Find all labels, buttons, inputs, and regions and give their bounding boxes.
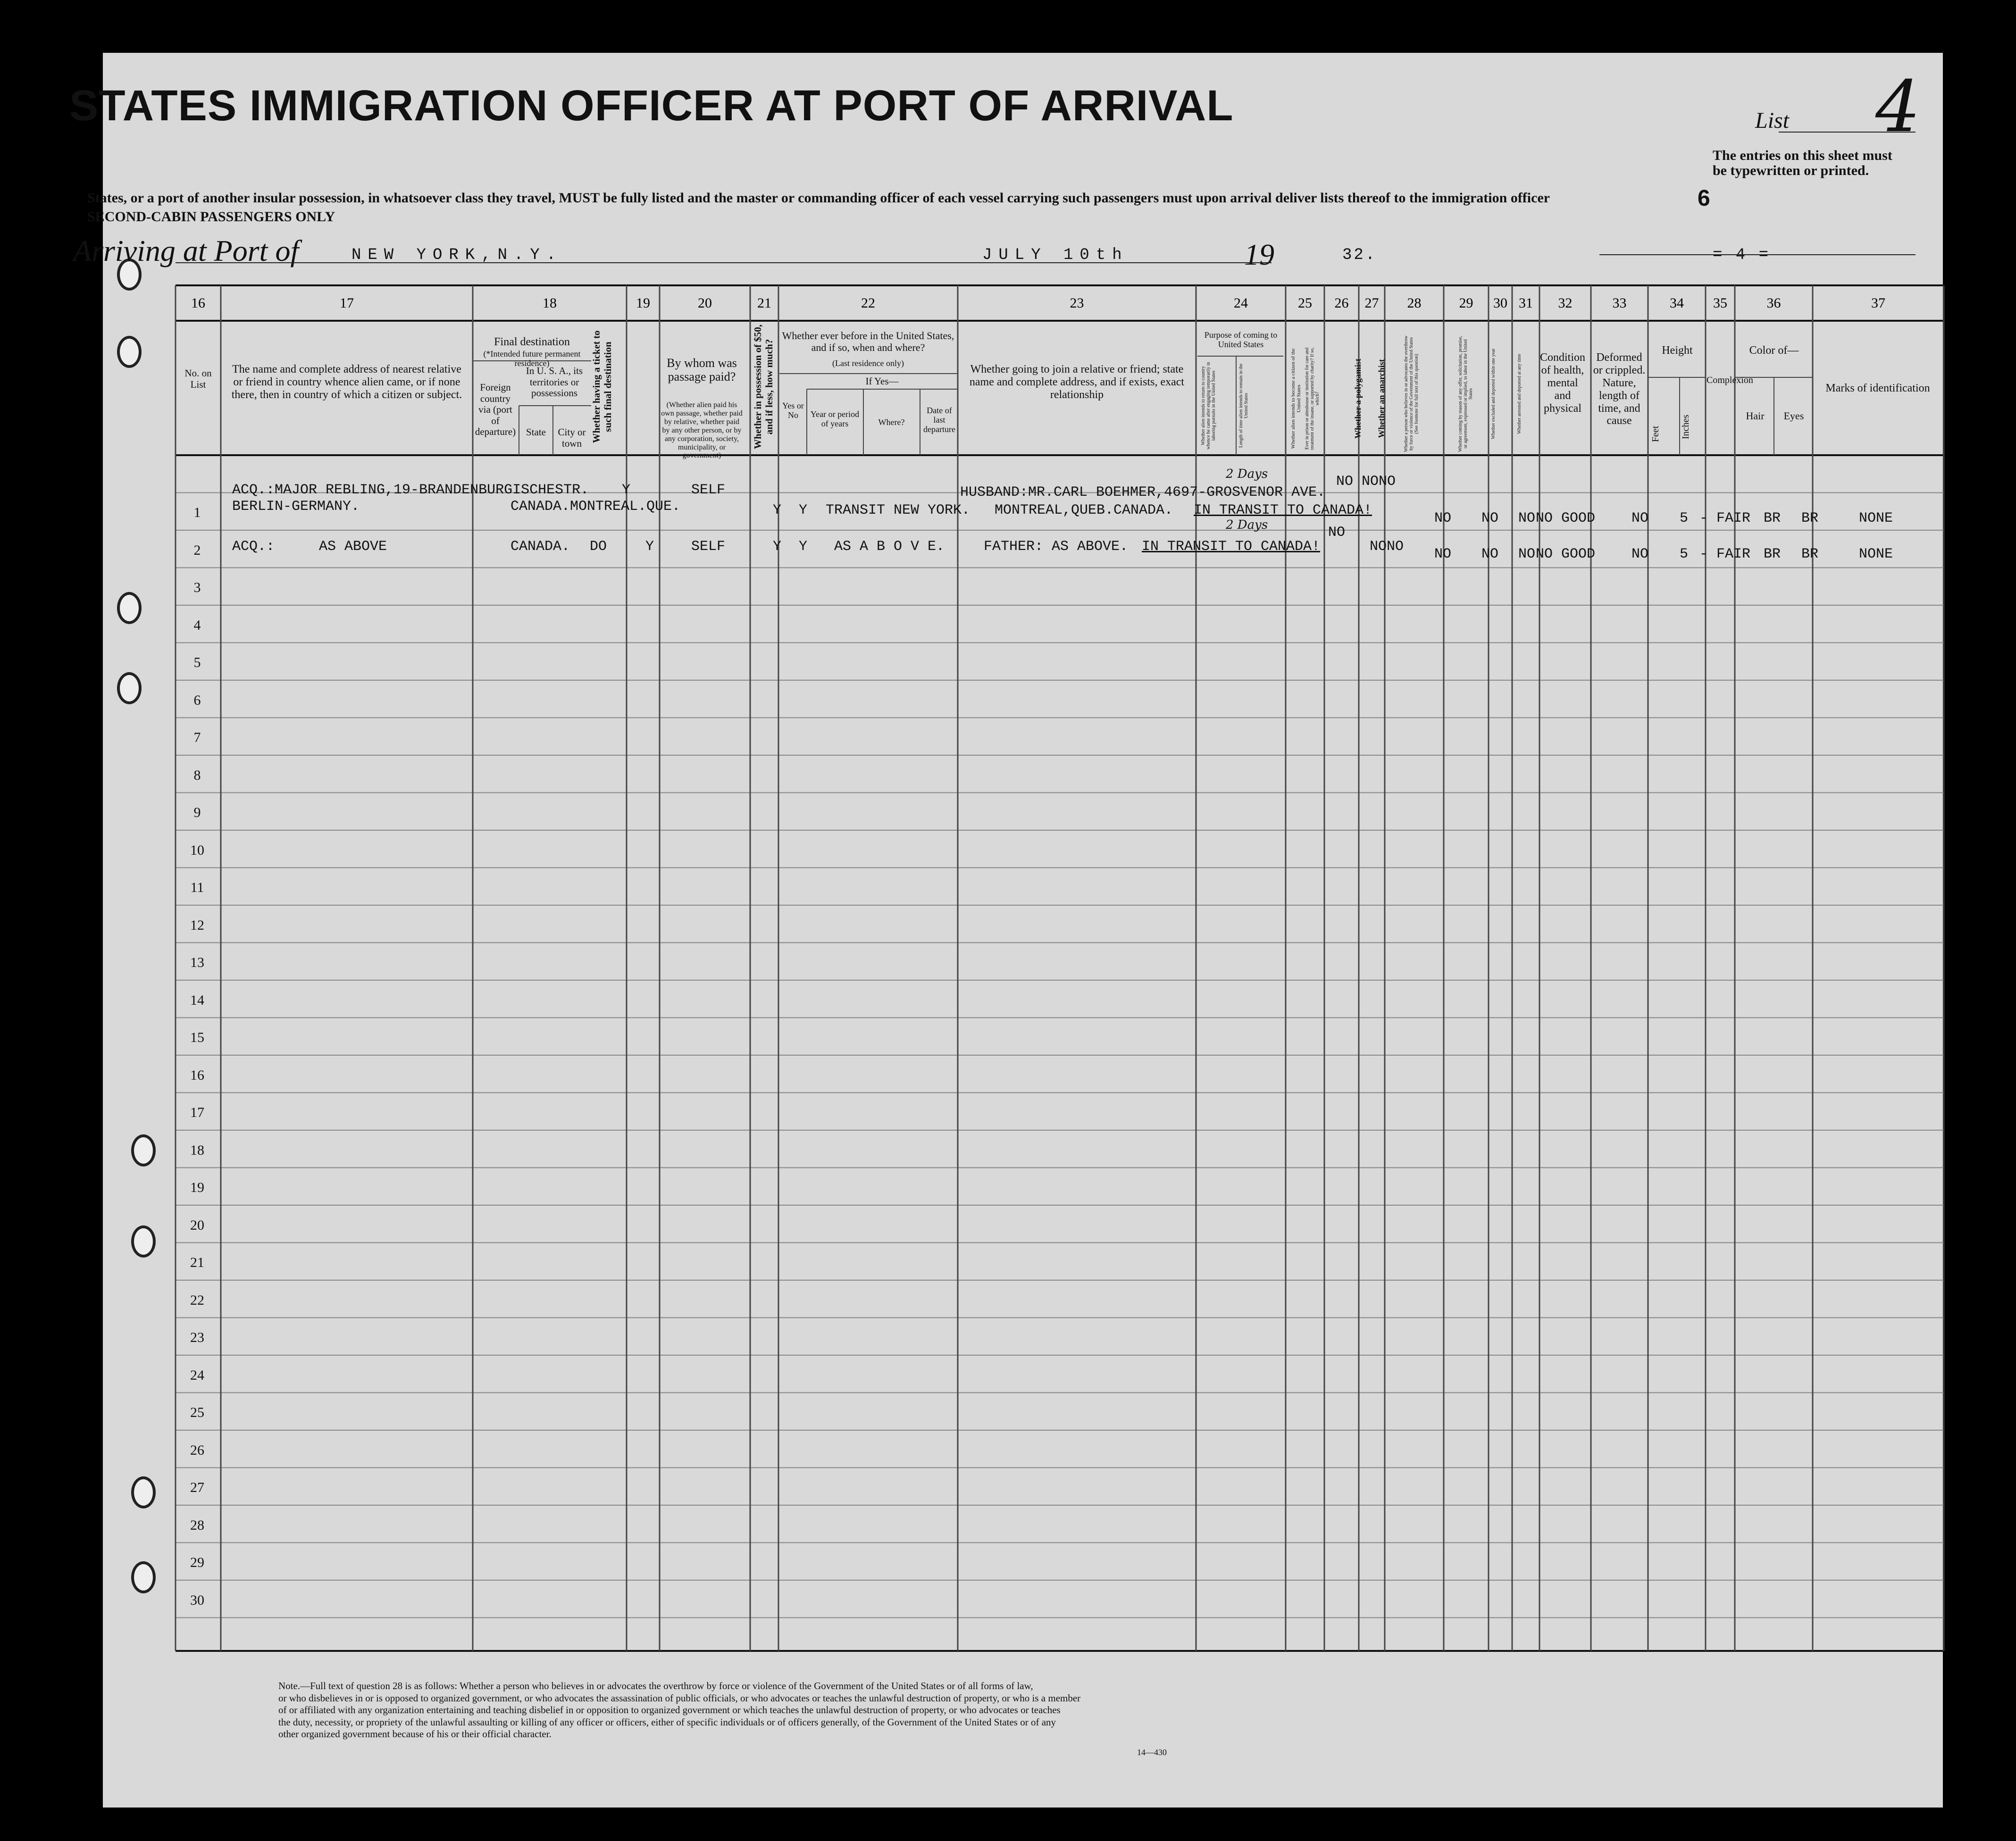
entry-2-q28: NO (1434, 546, 1452, 562)
entry-2-marks: NONE (1859, 546, 1893, 562)
row-number: 19 (190, 1180, 204, 1195)
header-in-usa: In U. S. A., its territories or possessions (526, 365, 583, 399)
row-number: 29 (190, 1555, 204, 1570)
port-field: NEW YORK,N.Y. (351, 246, 563, 264)
column-number: 23 (1070, 295, 1084, 311)
header-marks: Marks of identification (1825, 382, 1930, 394)
column-number: 37 (1871, 295, 1885, 311)
entry-2-passage: SELF (691, 539, 726, 555)
column-number: 25 (1298, 295, 1312, 311)
row-number: 28 (190, 1517, 204, 1533)
row-number: 24 (190, 1367, 204, 1383)
header-contract: Whether coming by reason of any offer, solicitation, promise, or agreement, expressed or implied, to labor in the United States (1458, 335, 1474, 452)
footnote-line: or who disbelieves in or is opposed to organized government, or who advocates the assassination of public officials, or who advocates or teaches the unlawful destruction of property, or who is a member (278, 1692, 1081, 1704)
column-number: 17 (340, 295, 354, 311)
row-number: 12 (190, 917, 204, 933)
entry-1-destination: CANADA.MONTREAL.QUE. (510, 499, 681, 515)
entry-1-joining-line2: MONTREAL,QUEB.CANADA. (995, 502, 1173, 518)
row-number: 5 (193, 655, 201, 670)
header-prison: Ever in prison or almshouse or institution for care and treatment of the insane, or supported by charity? If so, which? (1305, 347, 1321, 450)
row-number: 17 (190, 1105, 204, 1120)
header-health: Condition of health, mental and physical (1539, 351, 1585, 415)
entry-1-q31: NO (1518, 510, 1536, 526)
row-number: 20 (190, 1217, 204, 1233)
entry-2-inches: - (1699, 546, 1708, 562)
row-number: 13 (190, 955, 204, 970)
header-arrested: Whether arrested and deported at any time (1517, 354, 1522, 434)
arriving-label: Arriving at Port of (73, 234, 299, 267)
header-city: City or town (558, 426, 586, 449)
row-number: 27 (190, 1480, 204, 1495)
header-purpose-sub1: Whether alien intends to return to country whence he came after engaging temporarily in laboring pursuits in the United States (1201, 362, 1217, 450)
entry-1-passage: SELF (691, 482, 726, 498)
footnote-line: Full text of question 28 is as follows: Whether a person who believes in or advocates the overthrow by force or violence of the Government of the United States or of all forms of law, (310, 1680, 1033, 1691)
entry-1-marks: NONE (1859, 510, 1893, 526)
header-no-on-list: No. on List (184, 367, 212, 390)
header-deformed: Deformed or crippled. Nature, length of time, and cause (1593, 351, 1646, 427)
header-complexion: Complexion (1706, 375, 1753, 385)
column-number: 35 (1713, 295, 1727, 311)
form-number: 14—430 (1137, 1748, 1167, 1757)
entry-2-deformed: NO (1631, 546, 1649, 562)
header-color-of: Color of— (1749, 344, 1799, 357)
column-number: 26 (1334, 295, 1349, 311)
page-title: STATES IMMIGRATION OFFICER AT PORT OF ARRIVAL (69, 82, 1234, 130)
row-number: 11 (190, 880, 204, 895)
header-passage-paid: By whom was passage paid? (667, 356, 737, 384)
header-hair: Hair (1746, 410, 1765, 422)
column-number: 27 (1364, 295, 1379, 311)
row-number: 15 (190, 1030, 204, 1045)
entry-2-relative-as-above: AS ABOVE (319, 539, 387, 555)
row-number: 1 (193, 505, 201, 520)
footnote-line: the duty, necessity, or propriety of the unlawful assaulting or killing of any officer or officers, either of specific individuals or of officers generally, of the Government of the United States or of any (278, 1716, 1056, 1728)
entry-1-joining-line1: HUSBAND:MR.CARL BOEHMER,4697-GROSVENOR AVE. (960, 484, 1326, 500)
sheet-marker: = 4 = (1713, 246, 1771, 264)
header-date-departure: Date of last departure (923, 406, 955, 434)
entry-1-length-of-stay: IN TRANSIT TO CANADA! (1194, 502, 1372, 518)
entry-2-answers-26-27: NONO (1370, 539, 1404, 555)
year-prefix: 19 (1244, 238, 1274, 271)
instructions-line: be typewritten or printed. (1713, 163, 1869, 178)
column-number: 21 (757, 295, 771, 311)
entry-1-ever-before: Y (799, 502, 808, 518)
header-purpose-sub2: Length of time alien intends to remain in the United States (1238, 363, 1249, 448)
entry-1-relative-line1: ACQ.:MAJOR REBLING,19-BRANDENBURGISCHESTR. (232, 482, 589, 498)
row-number: 21 (190, 1255, 204, 1270)
cabin-class-label: SECOND-CABIN PASSENGERS ONLY (87, 209, 335, 225)
stamp-number: 6 (1698, 186, 1710, 211)
header-yes-no: Yes or No (782, 401, 804, 420)
header-purpose: Purpose of coming to United States (1204, 330, 1278, 350)
column-number: 31 (1519, 295, 1533, 311)
header-where: Where? (878, 417, 905, 427)
header-height: Height (1662, 344, 1693, 357)
entry-2-hair: BR (1764, 546, 1781, 562)
header-final-destination: Final destination (494, 336, 570, 348)
header-ticket: Whether having a ticket to such final destination (591, 330, 613, 443)
entry-1-eyes: BR (1801, 510, 1819, 526)
header-joining: Whether going to join a relative or friend; state name and complete address, and if exists, exact relationship (969, 363, 1185, 401)
entry-1-q29: NO (1481, 510, 1499, 526)
row-number: 14 (190, 992, 204, 1008)
entry-1-deformed: NO (1631, 510, 1649, 526)
header-period: Year or period of years (810, 409, 860, 429)
row-number: 3 (193, 580, 201, 595)
column-number: 19 (636, 295, 650, 311)
entry-2-eyes: BR (1801, 546, 1819, 562)
row-number: 23 (190, 1330, 204, 1345)
entry-2-upper-answer: NO (1328, 525, 1346, 541)
header-relative-address: The name and complete address of nearest relative or friend in country whence alien came, or if none there, then in country of which a citizen or subject. (231, 363, 462, 401)
row-number: 9 (193, 805, 201, 820)
header-passage-note: (Whether alien paid his own passage, whether paid by relative, whether paid by any other person, or by any corporation, society, municipality, or government) (661, 401, 743, 460)
list-label: List (1755, 108, 1790, 133)
footnote (278, 1680, 1080, 1741)
entry-2-feet: 5 (1680, 546, 1689, 562)
row-number: 30 (190, 1592, 204, 1608)
header-inches: Inches (1681, 414, 1691, 440)
entry-1-feet: 5 (1680, 510, 1689, 526)
entry-1-health: NO GOOD (1536, 510, 1596, 526)
footnote-line: of or affiliated with any organization entertaining and teaching disbelief in or opposition to organized government or which teaches the unlawful destruction of property, or who advocates or teaches (278, 1704, 1061, 1716)
header-foreign-country: Foreign country via (port of departure) (475, 382, 516, 438)
footnote-label: Note.— (278, 1680, 310, 1691)
column-number: 24 (1234, 295, 1248, 311)
entry-2-where: AS A B O V E. (834, 539, 945, 555)
column-number: 32 (1558, 295, 1573, 311)
header-final-destination-note: (*Intended future permanent residence) (483, 349, 581, 368)
entry-2-ticket: Y (645, 539, 654, 555)
entry-1-relative-line2: BERLIN-GERMANY. (232, 499, 360, 515)
column-number: 36 (1766, 295, 1781, 311)
entry-1-handwritten-days: 2 Days (1226, 467, 1268, 481)
entry-1-q28: NO (1434, 510, 1452, 526)
row-number: 4 (193, 617, 201, 633)
row-number: 18 (190, 1142, 204, 1158)
entry-1-hair: BR (1764, 510, 1781, 526)
entry-2-health: NO GOOD (1536, 546, 1596, 562)
column-number: 30 (1493, 295, 1507, 311)
entry-1-complexion: FAIR (1716, 510, 1751, 526)
entry-2-q29: NO (1481, 546, 1499, 562)
entry-2-destination: CANADA. (510, 539, 570, 555)
header-if-yes: If Yes— (865, 375, 899, 387)
column-number: 18 (543, 295, 557, 311)
column-number: 22 (861, 295, 875, 311)
entry-2-complexion: FAIR (1716, 546, 1751, 562)
header-overthrow: Whether a person who believes in or advocates the overthrow by force or violence of the Government of the United States (See footnote for full text of this question) (1404, 335, 1420, 452)
header-fifty-dollars: Whether in possession of $50, and if less, how much? (752, 325, 775, 449)
header-excluded: Whether excluded and deported within one year (1491, 348, 1496, 440)
entry-1-where: TRANSIT NEW YORK. (826, 502, 970, 518)
row-number: 7 (193, 730, 201, 745)
header-eyes: Eyes (1783, 410, 1804, 422)
header-ever-before: Whether ever before in the United States, and if so, when and where? (782, 330, 954, 353)
entry-2-ever-before: Y (799, 539, 808, 555)
header-feet: Feet (1650, 425, 1661, 442)
header-last-residence: (Last residence only) (832, 358, 904, 368)
entry-2-relative-line1: ACQ.: (232, 539, 275, 555)
row-number: 6 (193, 692, 201, 708)
header-state: State (526, 426, 546, 438)
row-number: 16 (190, 1067, 204, 1083)
entry-1-upper-answers: NO NONO (1336, 474, 1396, 490)
column-number: 16 (191, 295, 205, 311)
entry-1-ticket: Y (622, 482, 631, 498)
entry-2-handwritten-days: 2 Days (1226, 518, 1268, 532)
header-citizen: Whether alien intends to become a citizen of the United States (1290, 348, 1302, 449)
entry-2-fifty: Y (773, 539, 782, 555)
footnote-line: other organized government because of his or their official character. (278, 1728, 552, 1740)
year-field: 32. (1342, 246, 1377, 264)
entry-2-city: DO (590, 539, 607, 555)
statement-line: States, or a port of another insular possession, in whatsoever class they travel, MUST be fully listed and the master or commanding officer of each vessel carrying such passengers must upon arrival deliver lists thereof to the immigration officer (87, 190, 1550, 206)
list-number: 4 (1875, 66, 1921, 148)
row-number: 26 (190, 1442, 204, 1458)
instructions-line: The entries on this sheet must (1713, 148, 1892, 163)
row-number: 25 (190, 1405, 204, 1420)
header-anarchist: Whether an anarchist (1377, 359, 1386, 438)
row-number: 10 (190, 842, 204, 858)
entry-1-inches: - (1699, 510, 1708, 526)
row-number: 22 (190, 1292, 204, 1308)
date-field: JULY 10th (982, 246, 1129, 264)
column-number: 29 (1459, 295, 1473, 311)
entry-2-q31: NO (1518, 546, 1536, 562)
column-number: 33 (1612, 295, 1627, 311)
entry-1-fifty: Y (773, 502, 782, 518)
header-polygamist: Whether a polygamist (1353, 358, 1363, 439)
row-number: 8 (193, 767, 201, 783)
column-number: 28 (1407, 295, 1422, 311)
column-number: 20 (698, 295, 712, 311)
entry-2-joining: FATHER: AS ABOVE. (984, 539, 1129, 555)
entry-2-length-of-stay: IN TRANSIT TO CANADA! (1142, 539, 1321, 555)
column-number: 34 (1670, 295, 1684, 311)
row-number: 2 (193, 542, 201, 558)
